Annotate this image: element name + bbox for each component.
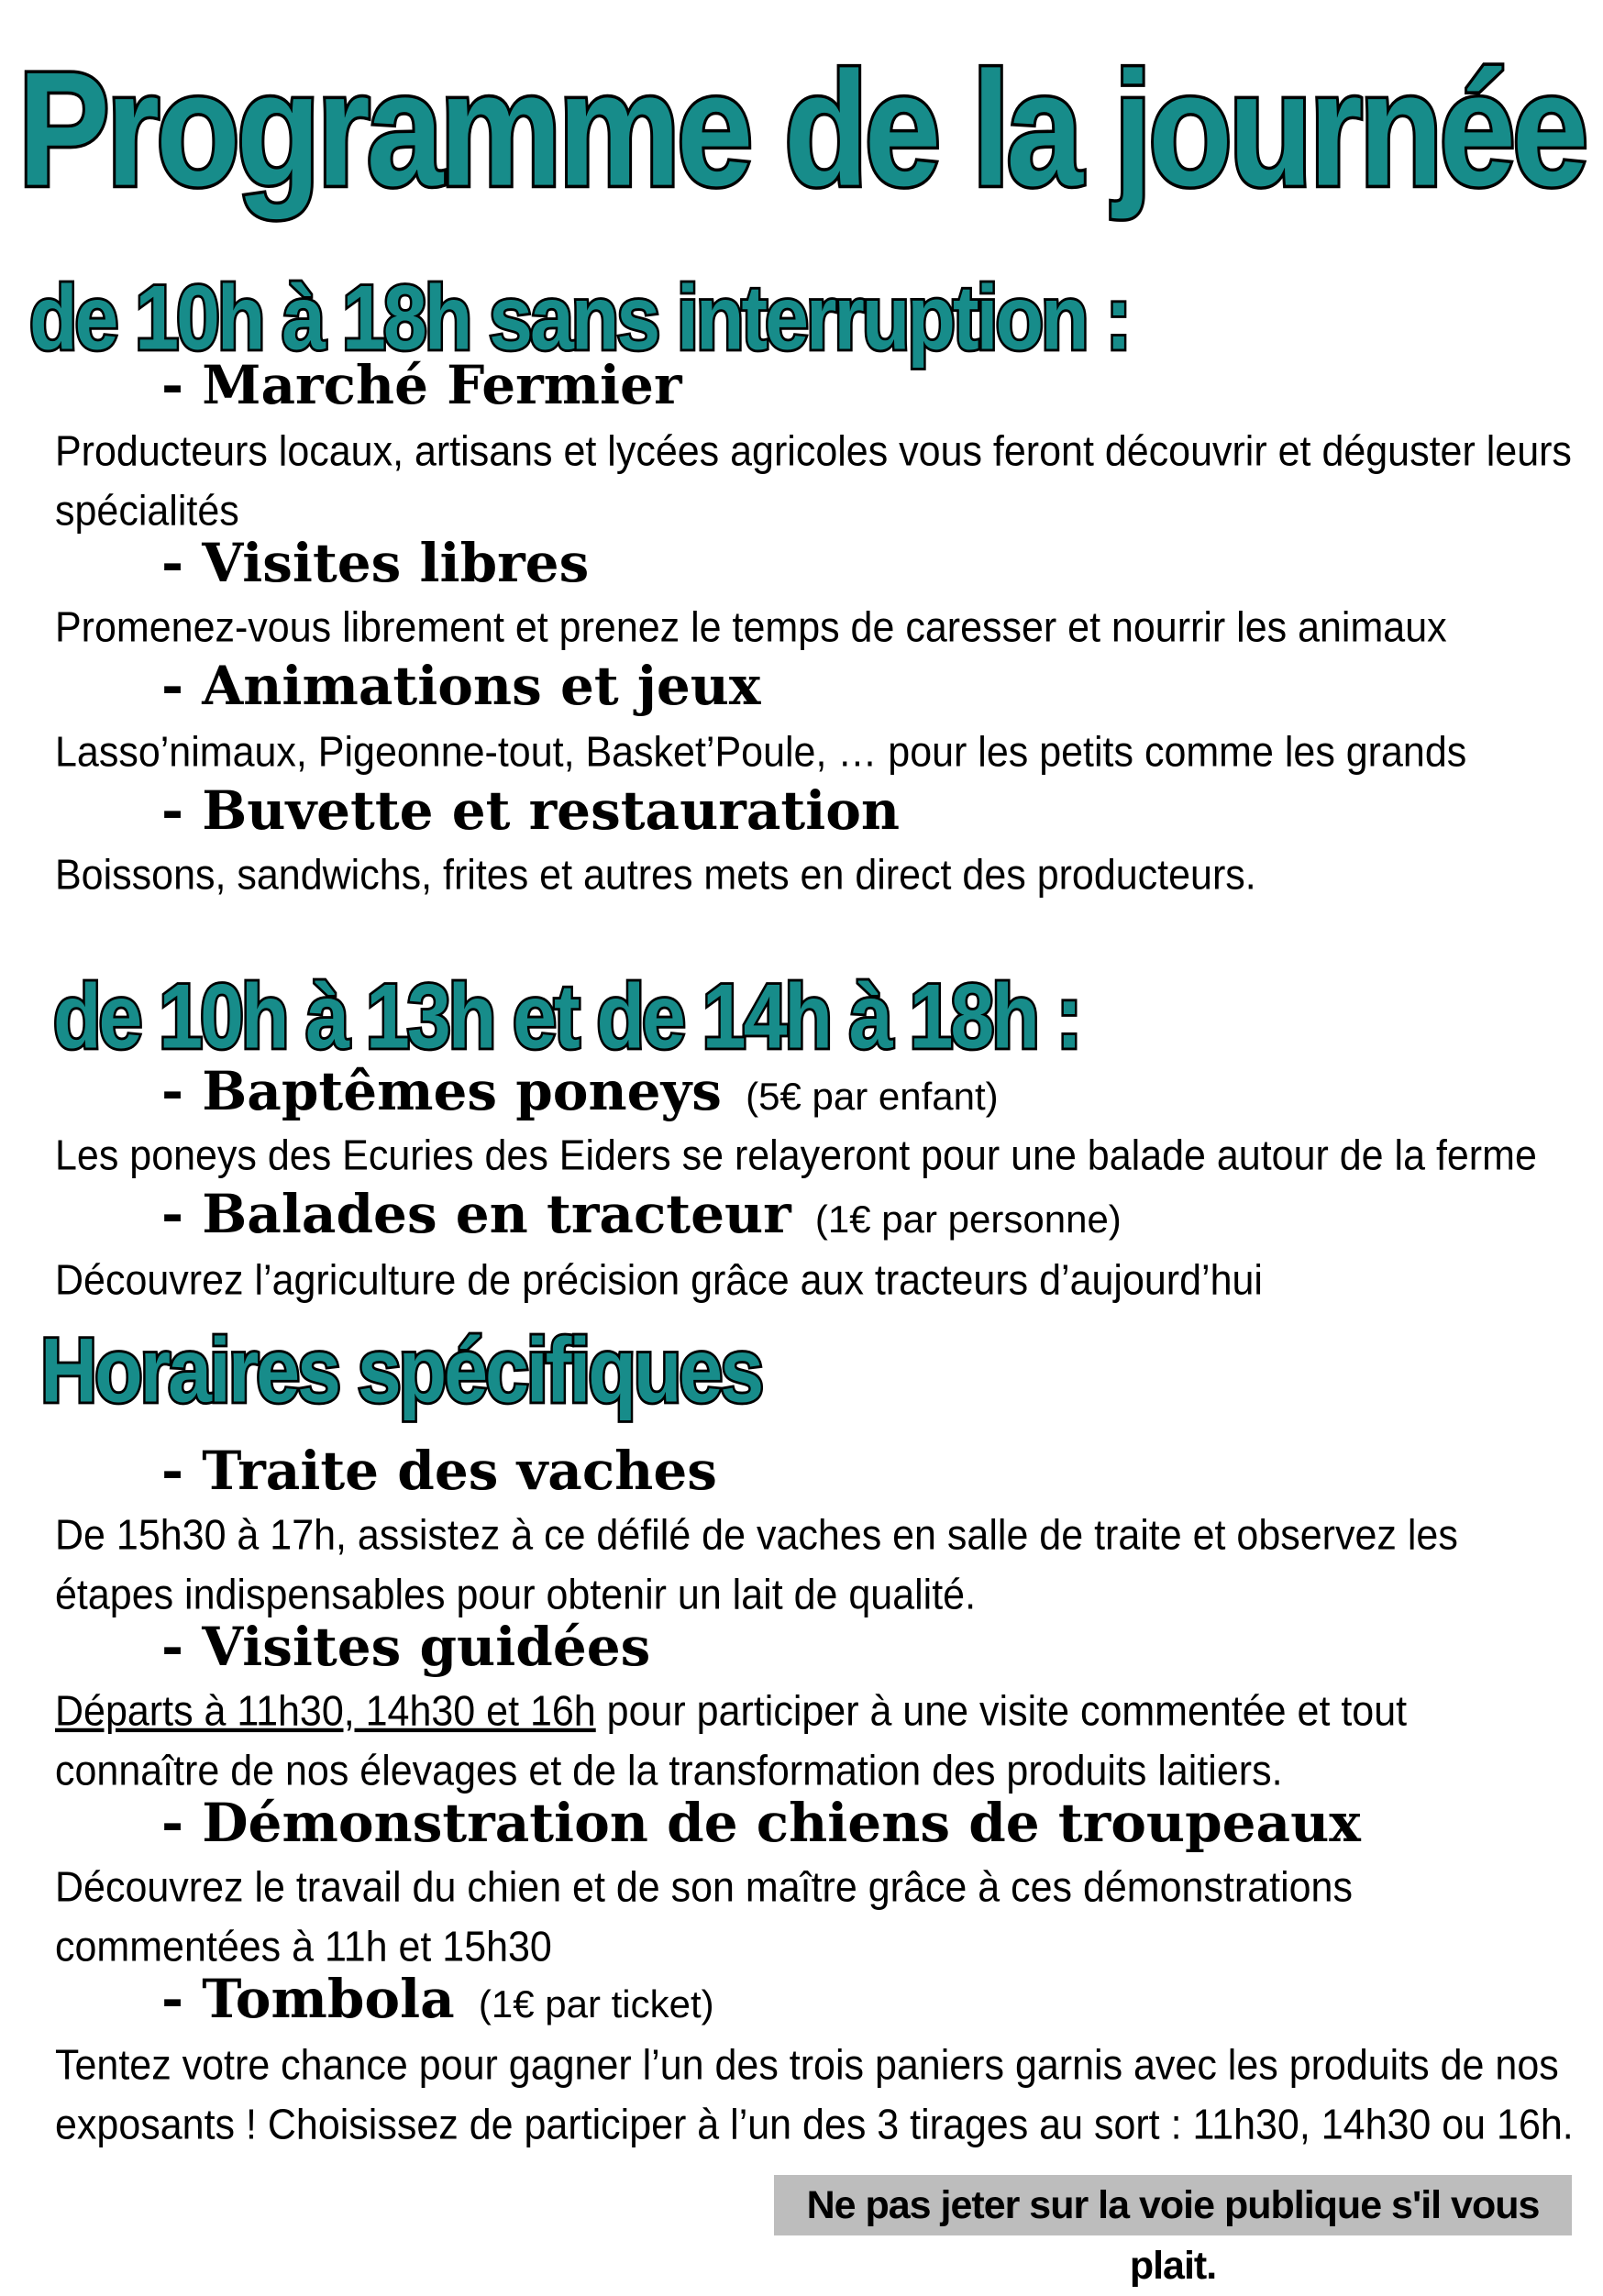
price-note: (1€ par personne) [814,1198,1122,1241]
item-title-buvette [161,781,900,840]
section-heading-specific-hours: Horaires spécifiques [40,1320,762,1422]
item-title-balades-tracteur [161,1185,1122,1249]
item-title-text: - Démonstration de chiens de troupeaux [161,1792,1361,1854]
item-title-text: - Visites guidées [161,1616,651,1678]
section-heading-all-day: de 10h à 18h sans interruption : [29,268,1130,370]
item-title-baptemes-poneys [161,1062,999,1126]
item-title-tombola [161,1970,714,2034]
item-description-visites-libres: Promenez-vous librement et prenez le temps de caresser et nourrir les animaux [55,603,1447,652]
item-title-marche-fermier [161,356,682,414]
item-description-chiens-troupeaux: Découvrez le travail du chien et de son maître grâce à ces démonstrations commentées à 11h et 15h30 [55,1863,1353,1971]
item-title-text: - Tombola [161,1968,455,2030]
item-title-animations-jeux [161,657,760,715]
item-title-visites-guidees [161,1617,650,1676]
item-description-tombola: Tentez votre chance pour gagner l’un des trois paniers garnis avec les produits de nos exposants ! Choisissez de participer à l’un des 3 tirages au sort : 11h30, 14h30 ou 16h. [55,2041,1574,2149]
item-description-visites-guidees [55,1682,1577,1801]
departure-times: Départs à 11h30, 14h30 et 16h [55,1687,596,1736]
item-title-text: - Traite des vaches [161,1440,717,1502]
item-description-buvette: Boissons, sandwichs, frites et autres mets en direct des producteurs. [55,851,1256,900]
footer-notice: Ne pas jeter sur la voie publique s'il vous plait. [774,2175,1572,2235]
item-description-marche-fermier: Producteurs locaux, artisans et lycées agricoles vous feront découvrir et déguster leurs spécialités [55,427,1572,535]
item-title-text: - Buvette et restauration [161,779,901,842]
section-heading-split-hours: de 10h à 13h et de 14h à 18h : [53,966,1080,1068]
item-description-baptemes-poneys: Les poneys des Ecuries des Eiders se relayeront pour une balade autour de la ferme [55,1131,1537,1180]
item-title-text: - Baptêmes poneys [161,1060,722,1122]
item-title-text: - Visites libres [161,532,590,594]
item-title-text: - Marché Fermier [161,354,682,416]
description-text: pour participer à une visite commentée et tout connaître de nos élevages et de la transformation des produits laitiers. [55,1687,1408,1795]
page-title: Programme de la journée [17,38,1586,220]
item-description-balades-tracteur: Découvrez l’agriculture de précision grâce aux tracteurs d’aujourd’hui [55,1256,1263,1305]
item-title-chiens-troupeaux [161,1794,1361,1852]
item-title-visites-libres [161,534,589,592]
item-title-text: - Balades en tracteur [161,1183,791,1245]
price-note: (1€ par ticket) [478,1982,714,2026]
item-title-traite-vaches [161,1441,717,1500]
item-description-traite-vaches: De 15h30 à 17h, assistez à ce défilé de vaches en salle de traite et observez les étapes indispensables pour obtenir un lait de qualité. [55,1511,1458,1619]
price-note: (5€ par enfant) [746,1075,999,1118]
item-description-animations-jeux: Lasso’nimaux, Pigeonne-tout, Basket’Poule, … pour les petits comme les grands [55,728,1467,777]
item-title-text: - Animations et jeux [161,655,761,717]
